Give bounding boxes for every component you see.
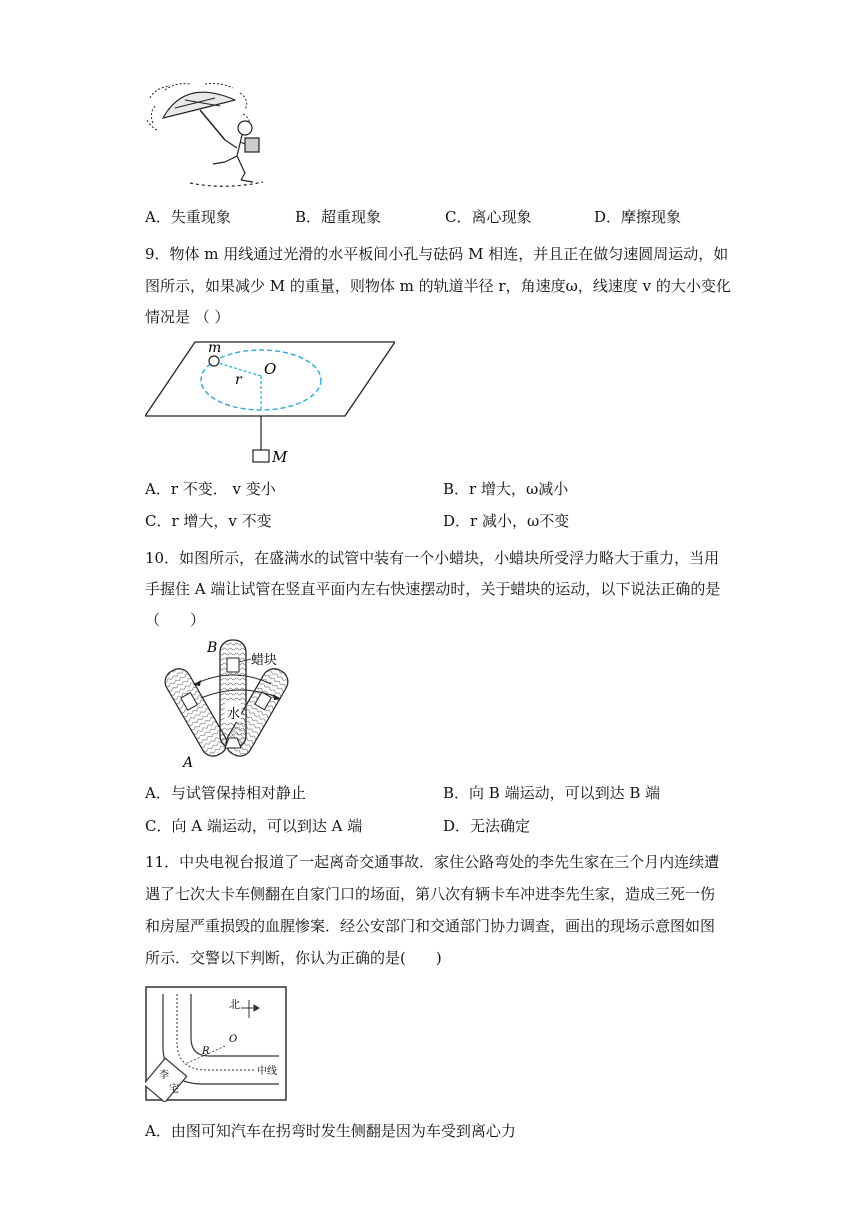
label-water: 水	[227, 707, 241, 722]
label-center-line: 中线	[257, 1066, 277, 1077]
q10-stem-line-1: 10．如图所示，在盛满水的试管中装有一个小蜡块，小蜡块所受浮力略大于重力，当用	[145, 549, 720, 567]
q10-stem-line-3: （ ）	[145, 611, 206, 629]
q10-option-d[interactable]: D．无法确定	[443, 817, 531, 835]
label-O: O	[229, 1034, 238, 1045]
label-M: M	[272, 448, 288, 466]
label-R: R	[202, 1046, 210, 1057]
label-A: A	[183, 755, 194, 770]
test-tube-figure	[145, 636, 335, 770]
q8-option-a[interactable]: A．失重现象	[145, 208, 231, 226]
weight-M	[253, 450, 269, 462]
person-icon	[190, 121, 263, 186]
label-north: 北	[229, 998, 240, 1011]
label-house-zhai: 宅	[169, 1084, 179, 1095]
q9-stem-line-3: 情况是 （ ）	[145, 308, 230, 326]
q9-option-a[interactable]: A．r 不变． v 变小	[145, 480, 276, 498]
q10-option-b[interactable]: B．向 B 端运动，可以到达 B 端	[443, 784, 661, 802]
accident-scene-figure	[145, 986, 287, 1102]
q11-stem-line-2: 遇了七次大卡车侧翻在自家门口的场面，第八次有辆卡车冲进李先生家，造成三死一伤	[145, 885, 716, 903]
wax-block	[227, 658, 239, 672]
q11-option-a[interactable]: A．由图可知汽车在拐弯时发生侧翻是因为车受到离心力	[145, 1122, 516, 1140]
q9-option-b[interactable]: B．r 增大，ω减小	[443, 480, 569, 498]
q11-stem-line-4: 所示．交警以下判断，你认为正确的是( )	[145, 949, 442, 967]
q8-option-b[interactable]: B．超重现象	[295, 208, 382, 226]
horizontal-board	[145, 342, 395, 416]
q10-option-c[interactable]: C．向 A 端运动，可以到达 A 端	[145, 817, 363, 835]
circular-motion-figure	[145, 338, 395, 468]
q9-stem-line-2: 图所示，如果减少 M 的重量，则物体 m 的轨道半径 r，角速度ω，线速度 v 的大小变化	[145, 277, 731, 295]
label-wax: 蜡块	[251, 653, 278, 668]
q10-stem-line-2: 手握住 A 端让试管在竖直平面内左右快速摆动时，关于蜡块的运动，以下说法正确的是	[145, 580, 721, 598]
q11-stem-line-3: 和房屋严重损毁的血腥惨案．经公安部门和交通部门协力调查，画出的现场示意图如图	[145, 917, 716, 935]
mass-m	[209, 356, 219, 366]
q8-option-c[interactable]: C．离心现象	[445, 208, 532, 226]
label-house-li: 李	[159, 1070, 169, 1081]
label-O: O	[264, 360, 277, 378]
label-B: B	[207, 640, 218, 656]
q9-option-d[interactable]: D．r 减小，ω不变	[443, 512, 570, 530]
q8-option-d[interactable]: D．摩擦现象	[594, 208, 682, 226]
label-m: m	[208, 340, 222, 356]
q11-stem-line-1: 11．中央电视台报道了一起离奇交通事故．家住公路弯处的李先生家在三个月内连续遭	[145, 853, 720, 871]
umbrella-figure	[145, 78, 270, 190]
label-r: r	[235, 372, 242, 388]
umbrella-icon	[147, 84, 249, 141]
q9-option-c[interactable]: C．r 增大，v 不变	[145, 512, 272, 530]
tube-center	[220, 640, 246, 748]
q10-option-a[interactable]: A．与试管保持相对静止	[145, 784, 306, 802]
q9-stem-line-1: 9．物体 m 用线通过光滑的水平板间小孔与砝码 M 相连，并且正在做匀速圆周运动，如	[145, 245, 729, 263]
